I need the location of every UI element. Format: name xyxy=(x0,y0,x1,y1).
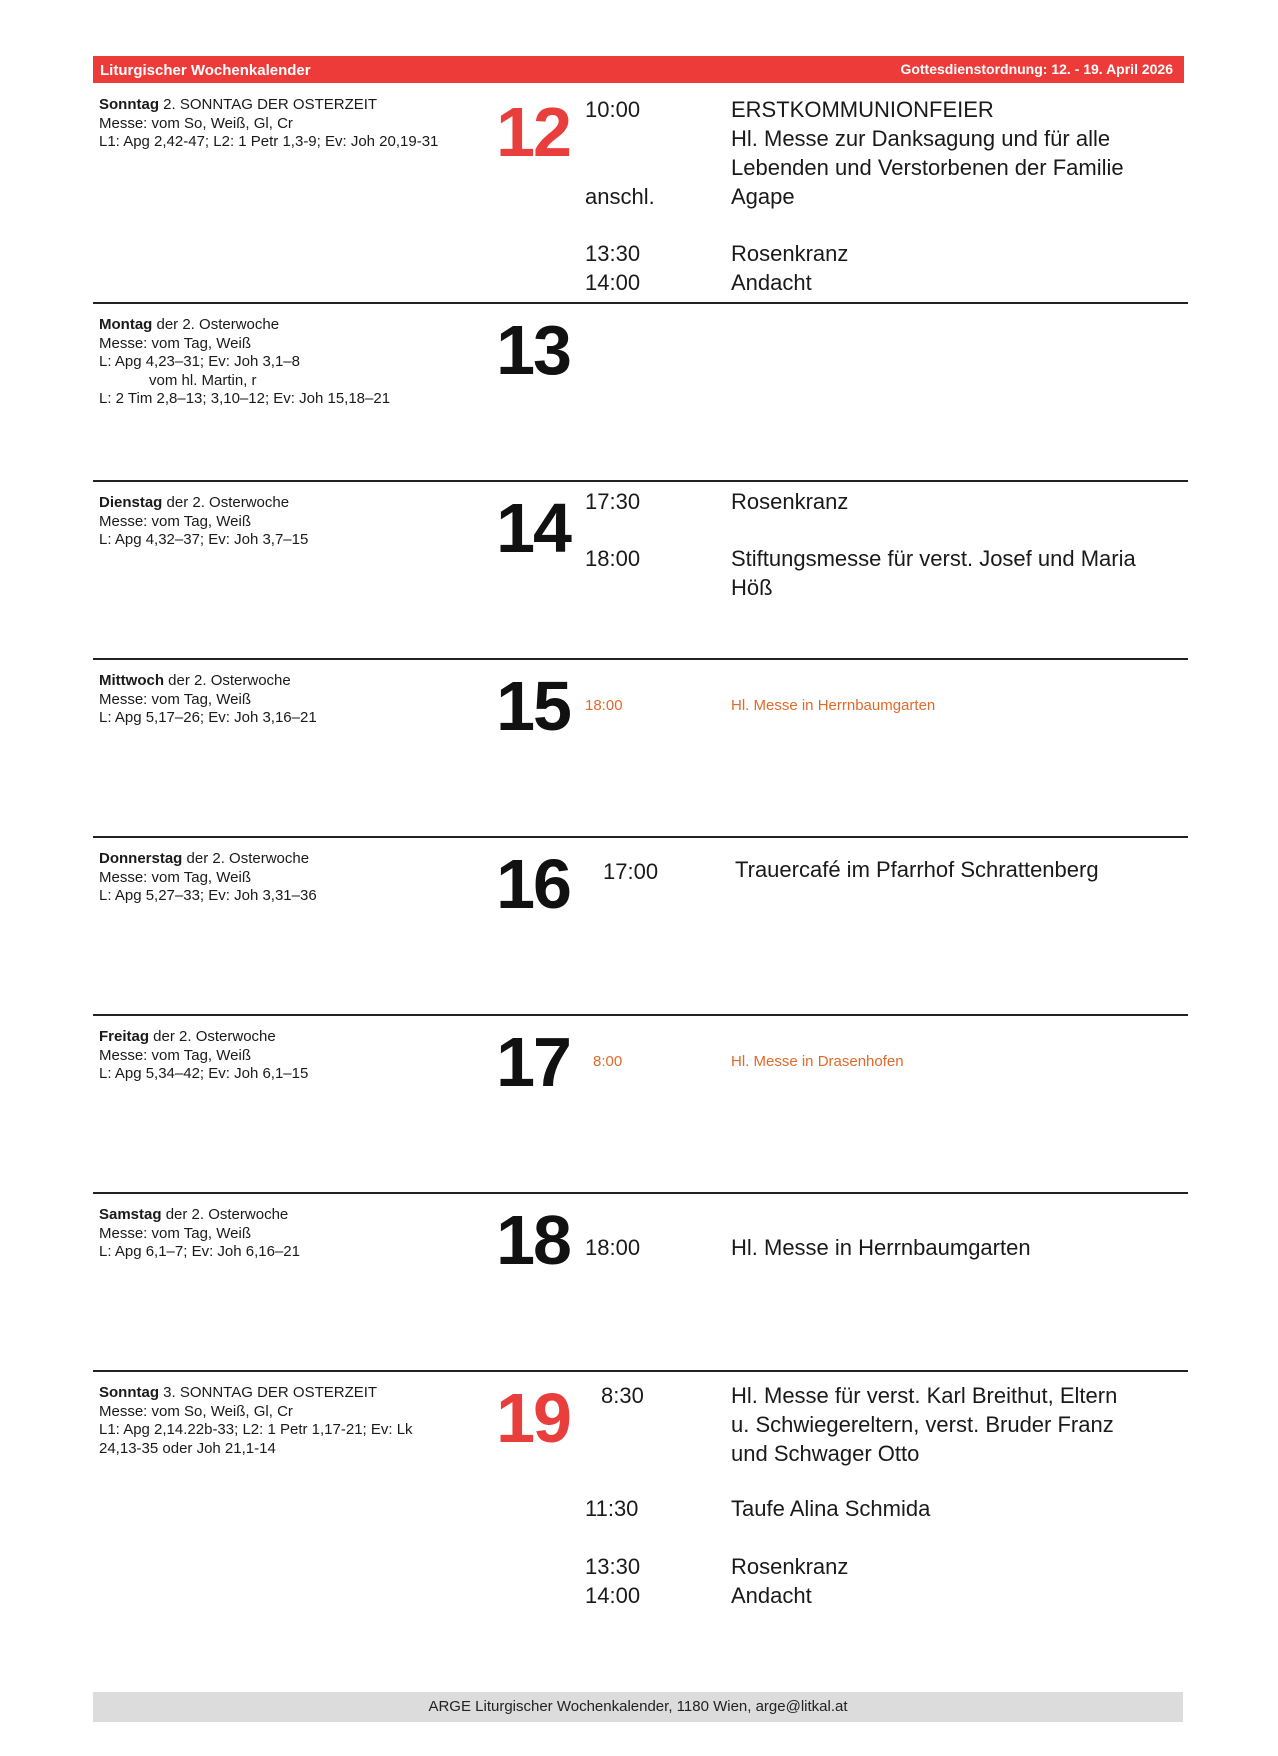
day-number: 14 xyxy=(496,489,570,567)
event-desc: Rosenkranz xyxy=(731,241,849,266)
day-title: der 2. Osterwoche xyxy=(164,672,291,689)
readings: L1: Apg 2,42-47; L2: 1 Petr 1,3-9; Ev: Joh 20,19-31 xyxy=(99,133,439,150)
event-time: 14:00 xyxy=(585,1583,641,1608)
event-desc: Höß xyxy=(731,575,773,600)
day-title: der 2. Osterwoche xyxy=(162,494,290,511)
mass-info: Messe: vom Tag, Weiß xyxy=(99,512,251,530)
event-time: 17:00 xyxy=(603,859,659,884)
event-time: 14:00 xyxy=(585,270,641,295)
readings: L: Apg 6,1–7; Ev: Joh 6,16–21 xyxy=(99,1243,300,1260)
day-info xyxy=(99,1384,479,1458)
weekday-label: Samstag xyxy=(99,1206,162,1223)
event-desc: Trauercafé im Pfarrhof Schrattenberg xyxy=(735,857,1099,882)
weekday-label: Montag xyxy=(99,316,153,333)
day-block-16 xyxy=(93,836,1188,1016)
day-number: 13 xyxy=(496,311,570,389)
day-info xyxy=(99,850,479,906)
day-number: 15 xyxy=(496,667,570,745)
event-time: 18:00 xyxy=(585,697,623,714)
calendar-header xyxy=(93,56,1184,83)
day-title: 3. SONNTAG DER OSTERZEIT xyxy=(159,1384,378,1401)
day-block-13 xyxy=(93,302,1188,482)
day-block-14 xyxy=(93,480,1188,660)
day-block-15 xyxy=(93,658,1188,838)
event-desc: Rosenkranz xyxy=(731,1554,849,1579)
day-info xyxy=(99,1028,479,1084)
event-desc: und Schwager Otto xyxy=(731,1441,920,1466)
event-time: 18:00 xyxy=(585,546,641,571)
weekday-label: Donnerstag xyxy=(99,850,183,867)
event-desc: Hl. Messe in Herrnbaumgarten xyxy=(731,1235,1031,1260)
event-time: anschl. xyxy=(585,184,655,209)
readings: L: Apg 5,27–33; Ev: Joh 3,31–36 xyxy=(99,887,317,904)
weekday-label: Mittwoch xyxy=(99,672,164,689)
readings-alt: L: 2 Tim 2,8–13; 3,10–12; Ev: Joh 15,18–21 xyxy=(99,390,391,407)
weekday-label: Sonntag xyxy=(99,96,159,113)
event-desc: Rosenkranz xyxy=(731,489,849,514)
readings: L1: Apg 2,14.22b-33; L2: 1 Petr 1,17-21; Ev: Lk xyxy=(99,1421,413,1438)
mass-info: Messe: vom Tag, Weiß xyxy=(99,1224,251,1242)
readings: L: Apg 4,32–37; Ev: Joh 3,7–15 xyxy=(99,531,309,548)
header-title: Liturgischer Wochenkalender xyxy=(100,62,311,79)
day-title: der 2. Osterwoche xyxy=(149,1028,276,1045)
day-number: 16 xyxy=(496,845,570,923)
event-desc: Stiftungsmesse für verst. Josef und Maria xyxy=(731,546,1136,571)
day-info xyxy=(99,494,479,550)
weekday-label: Dienstag xyxy=(99,494,163,511)
weekday-label: Sonntag xyxy=(99,1384,159,1401)
mass-info: Messe: vom Tag, Weiß xyxy=(99,690,251,708)
readings-cont: 24,13-35 oder Joh 21,1-14 xyxy=(99,1439,276,1457)
day-title: der 2. Osterwoche xyxy=(161,1206,289,1223)
event-desc: Lebenden und Verstorbenen der Familie xyxy=(731,155,1124,180)
event-time: 13:30 xyxy=(585,1554,641,1579)
day-info xyxy=(99,316,479,409)
event-desc: ERSTKOMMUNIONFEIER xyxy=(731,97,994,122)
day-info xyxy=(99,672,479,728)
event-desc: Hl. Messe für verst. Karl Breithut, Eltern xyxy=(731,1383,1118,1408)
mass-info: Messe: vom So, Weiß, Gl, Cr xyxy=(99,114,293,132)
event-time: 18:00 xyxy=(585,1235,641,1260)
day-info xyxy=(99,1206,479,1262)
day-number: 12 xyxy=(496,93,570,171)
page-footer: ARGE Liturgischer Wochenkalender, 1180 Wien, arge@litkal.at xyxy=(93,1692,1183,1722)
day-title: 2. SONNTAG DER OSTERZEIT xyxy=(159,96,378,113)
event-desc: Taufe Alina Schmida xyxy=(731,1496,931,1521)
day-number: 18 xyxy=(496,1201,570,1279)
event-time: 10:00 xyxy=(585,97,641,122)
event-time: 13:30 xyxy=(585,241,641,266)
day-number: 17 xyxy=(496,1023,570,1101)
day-block-18 xyxy=(93,1192,1188,1372)
day-block-17 xyxy=(93,1014,1188,1194)
header-date-range: Gottesdienstordnung: 12. - 19. April 2026 xyxy=(900,61,1173,77)
event-desc: Hl. Messe in Drasenhofen xyxy=(731,1053,904,1070)
day-info xyxy=(99,96,479,152)
mass-info-alt: vom hl. Martin, r xyxy=(99,371,257,389)
day-title: der 2. Osterwoche xyxy=(152,316,280,333)
event-time: 17:30 xyxy=(585,489,641,514)
event-time: 11:30 xyxy=(585,1496,639,1521)
readings: L: Apg 4,23–31; Ev: Joh 3,1–8 xyxy=(99,353,300,370)
day-number: 19 xyxy=(496,1379,570,1457)
event-desc: Andacht xyxy=(731,1583,812,1608)
mass-info: Messe: vom Tag, Weiß xyxy=(99,1046,251,1064)
weekday-label: Freitag xyxy=(99,1028,150,1045)
event-desc: Andacht xyxy=(731,270,812,295)
day-block-19 xyxy=(93,1370,1188,1672)
readings: L: Apg 5,17–26; Ev: Joh 3,16–21 xyxy=(99,709,317,726)
day-title: der 2. Osterwoche xyxy=(182,850,310,867)
event-desc: Hl. Messe zur Danksagung und für alle xyxy=(731,126,1111,151)
event-desc: Agape xyxy=(731,184,795,209)
mass-info: Messe: vom So, Weiß, Gl, Cr xyxy=(99,1402,293,1420)
readings: L: Apg 5,34–42; Ev: Joh 6,1–15 xyxy=(99,1065,309,1082)
mass-info: Messe: vom Tag, Weiß xyxy=(99,868,251,886)
event-desc: u. Schwiegereltern, verst. Bruder Franz xyxy=(731,1412,1114,1437)
event-time: 8:00 xyxy=(593,1053,623,1070)
event-time: 8:30 xyxy=(601,1383,644,1408)
mass-info: Messe: vom Tag, Weiß xyxy=(99,334,251,352)
day-block-12 xyxy=(93,86,1188,302)
event-desc: Hl. Messe in Herrnbaumgarten xyxy=(731,697,936,714)
